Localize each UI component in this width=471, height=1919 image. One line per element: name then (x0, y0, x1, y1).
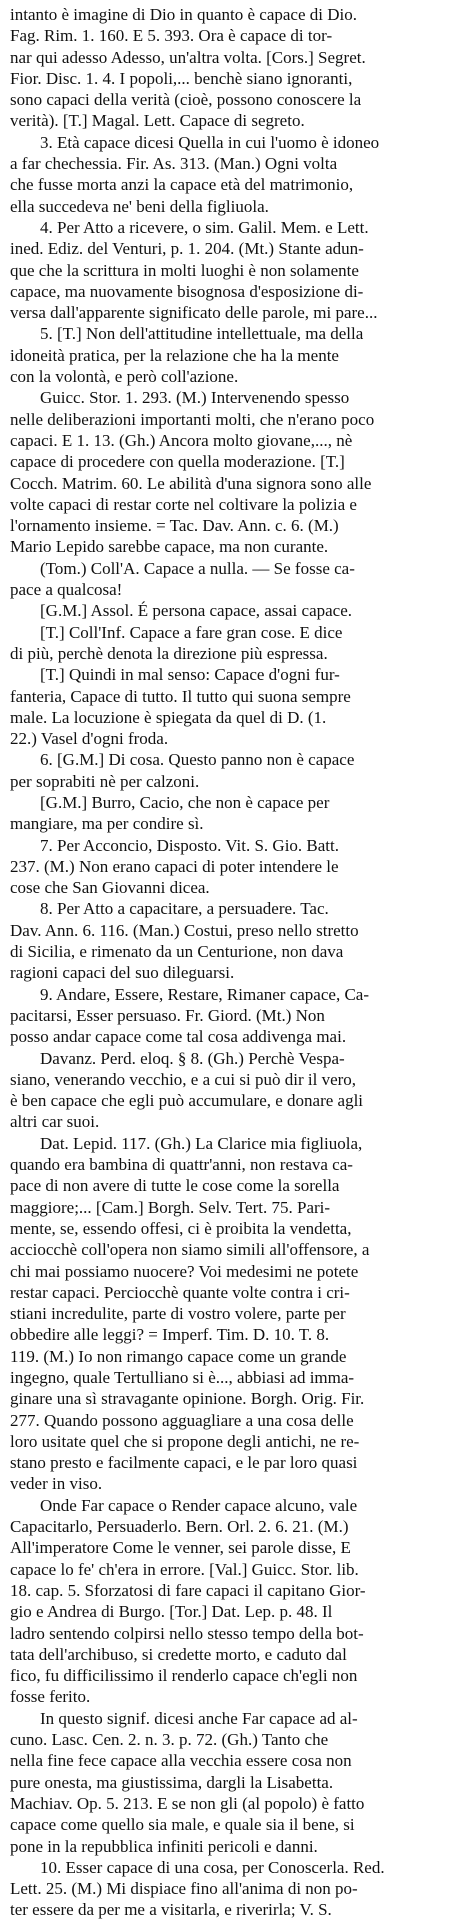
text-line: ter essere da per me a visitarla, e riverirla; V. S. (10, 1900, 332, 1919)
text-line: ingegno, quale Tertulliano si è..., abbiasi ad imma- (10, 1368, 355, 1387)
text-line: restar capaci. Perciocchè quante volte contra i cri- (10, 1282, 350, 1302)
text-line: verità). [T.] Magal. Lett. Capace di segreto. (10, 111, 305, 131)
text-line: Mario Lepido sarebbe capace, ma non curante. (10, 537, 329, 557)
text-line: [T.] Quindi in mal senso: Capace d'ogni fur- (40, 665, 340, 685)
text-line: capace lo fe' ch'era in errore. [Val.] Guicc. Stor. lib. (10, 1559, 359, 1579)
text-line: Lett. 25. (M.) Mi dispiace fino all'anima di non po- (10, 1879, 358, 1899)
text-line: cuno. Lasc. Cen. 2. n. 3. p. 72. (Gh.) Tanto che (10, 1730, 329, 1750)
text-line: che fusse morta anzi la capace età del matrimonio, (10, 175, 354, 195)
text-line: In questo signif. dicesi anche Far capace ad al- (40, 1708, 358, 1728)
text-line: posso andar capace come tal cosa addivenga mai. (10, 1027, 347, 1047)
text-line: [G.M.] Assol. É persona capace, assai capace. (40, 601, 353, 621)
text-line: volte capaci di restar corte nel coltivare la polizia e (10, 494, 357, 514)
text-line: siano, venerando vecchio, e a cui si può dir il vero, (10, 1069, 357, 1089)
text-line: capace come quello sia male, e quale sia il bene, si (10, 1815, 355, 1835)
text-line: Cocch. Matrim. 60. Le abilità d'una signora sono alle (10, 473, 372, 493)
text-line: 10. Esser capace di una cosa, per Conoscerla. Red. (40, 1857, 385, 1877)
text-line: pure onesta, ma giustissima, dargli la Lisabetta. (10, 1772, 334, 1792)
text-line: All'imperatore Come le venner, sei parole disse, E (10, 1538, 351, 1558)
text-line: quando era bambina di quattr'anni, non restava ca- (10, 1155, 353, 1175)
text-line: pace a qualcosa! (10, 580, 123, 600)
text-line: pone in la repubblica infiniti pericoli e danni. (10, 1836, 318, 1856)
text-line: 22.) Vasel d'ogni froda. (10, 729, 169, 749)
text-line: stiani incredulite, parte di vostro volere, parte per (10, 1304, 346, 1324)
text-line: pace di non avere di tutte le cose come la sorella (10, 1176, 340, 1196)
text-line: 3. Età capace dicesi Quella in cui l'uomo è idoneo (40, 132, 380, 152)
text-line: con la volontà, e però coll'azione. (10, 367, 239, 387)
text-line: nella fine fece capace alla vecchia essere cosa non (10, 1751, 352, 1771)
text-line: fanteria, Capace di tutto. Il tutto qui suona sempre (10, 686, 351, 706)
text-line: Fior. Disc. 1. 4. I popoli,... benchè siano ignoranti, (10, 68, 353, 88)
text-line: sono capaci della verità (cioè, possono conoscere la (10, 90, 362, 110)
text-line: que che la scrittura in molti luoghi è non solamente (10, 260, 359, 280)
text-line: intanto è imagine di Dio in quanto è capace di Dio. (10, 5, 357, 24)
text-line: (Tom.) Coll'A. Capace a nulla. — Se fosse ca- (40, 558, 355, 578)
text-line: di più, perchè denota la direzione più espressa. (10, 643, 328, 663)
text-line: 7. Per Acconcio, Disposto. Vit. S. Gio. Batt. (40, 835, 339, 855)
text-line: stano presto e facilmente capaci, e le par loro quasi (10, 1453, 358, 1473)
text-line: nelle deliberazioni importanti molti, che n'erano poco (10, 409, 375, 429)
text-line: Guicc. Stor. 1. 293. (M.) Intervenendo spesso (40, 388, 350, 408)
text-line: 5. [T.] Non dell'attitudine intellettuale, ma della (40, 324, 364, 344)
text-line: Davanz. Perd. eloq. § 8. (Gh.) Perchè Vespa- (40, 1048, 345, 1068)
text-line: fico, fu difficilissimo il renderlo capace ch'egli non (10, 1666, 358, 1686)
text-line: di Sicilia, e rimenato da un Centurione, non dava (10, 942, 344, 962)
text-line: per soprabiti nè per calzoni. (10, 771, 200, 791)
text-line: Machiav. Op. 5. 213. E se non gli (al popolo) è fatto (10, 1793, 365, 1813)
text-line: 237. (M.) Non erano capaci di poter intendere le (10, 856, 339, 876)
text-line: Dat. Lepid. 117. (Gh.) La Clarice mia figliuola, (40, 1133, 363, 1153)
text-line: ginare una sì stravagante opinione. Borgh. Orig. Fir. (10, 1389, 365, 1409)
text-line: obbedire alle leggi? = Imperf. Tim. D. 10. T. 8. (10, 1325, 330, 1345)
text-line: idoneità pratica, per la relazione che ha la mente (10, 345, 339, 365)
text-line: veder in viso. (10, 1474, 103, 1494)
text-line: 18. cap. 5. Sforzatosi di fare capaci il capitano Gior- (10, 1580, 366, 1600)
text-line: a far chechessia. Fir. As. 313. (Man.) Ogni volta (10, 154, 338, 174)
text-line: nar qui adesso Adesso, un'altra volta. [Cors.] Segret. (10, 47, 366, 67)
text-line: 9. Andare, Essere, Restare, Rimaner capace, Ca- (40, 984, 369, 1004)
text-line: 277. Quando possono agguagliare a una cosa delle (10, 1410, 354, 1430)
text-line: ragioni capaci del suo dileguarsi. (10, 963, 235, 983)
text-line: mangiare, ma per condire sì. (10, 814, 204, 834)
text-line: cose che San Giovanni dicea. (10, 878, 210, 898)
text-line: ined. Ediz. del Venturi, p. 1. 204. (Mt.) Stante adun- (10, 239, 364, 259)
text-line: pacitarsi, Esser persuaso. Fr. Giord. (Mt.) Non (10, 1005, 325, 1025)
text-line: maggiore;... [Cam.] Borgh. Selv. Tert. 75. Pari- (10, 1197, 331, 1217)
text-line: versa dall'apparente significato delle parole, mi pare... (10, 303, 378, 323)
text-line: capace, ma nuovamente bisognosa d'esposizione di- (10, 281, 364, 301)
text-line: l'ornamento insieme. = Tac. Dav. Ann. c. 6. (M.) (10, 516, 339, 536)
text-line: Onde Far capace o Render capace alcuno, vale (40, 1495, 358, 1515)
text-line: acciocchè coll'opera non siamo simili all'offensore, a (10, 1240, 370, 1260)
text-line: gio e Andrea di Burgo. [Tor.] Dat. Lep. p. 48. Il (10, 1602, 333, 1622)
text-line: loro usitate quel che si propone degli antichi, ne re- (10, 1431, 360, 1451)
text-line: 119. (M.) Io non rimango capace come un grande (10, 1346, 347, 1366)
text-line: [G.M.] Burro, Cacio, che non è capace per (40, 792, 330, 812)
text-line: capaci. E 1. 13. (Gh.) Ancora molto giovane,..., nè (10, 430, 353, 450)
text-line: ella succedeva ne' beni della figliuola. (10, 196, 269, 216)
text-line: altri car suoi. (10, 1112, 100, 1132)
text-line: ladro sentendo colpirsi nello stesso tempo della bot- (10, 1623, 364, 1643)
text-line: fosse ferito. (10, 1687, 91, 1707)
text-line: 4. Per Atto a ricevere, o sim. Galil. Mem. e Lett. (40, 217, 369, 237)
text-line: Fag. Rim. 1. 160. E 5. 393. Ora è capace di tor- (10, 26, 333, 46)
text-line: Capacitarlo, Persuaderlo. Bern. Orl. 2. 6. 21. (M.) (10, 1517, 349, 1537)
text-line: 8. Per Atto a capacitare, a persuadere. Tac. (40, 899, 329, 919)
text-line: è ben capace che egli può accumulare, e donare agli (10, 1091, 364, 1111)
text-line: tata dell'archibuso, si credette morto, e caduto dal (10, 1644, 347, 1664)
text-line: 6. [G.M.] Di cosa. Questo panno non è capace (40, 750, 355, 770)
text-line: capace di procedere con quella moderazione. [T.] (10, 452, 345, 472)
text-line: mente, se, essendo offesi, ci è proibita la vendetta, (10, 1218, 352, 1238)
text-line: [T.] Coll'Inf. Capace a fare gran cose. E dice (40, 622, 343, 642)
dictionary-text-column (10, 4, 461, 1919)
text-line: chi mai possiamo nuocere? Voi medesimi ne potete (10, 1261, 359, 1281)
text-line: Dav. Ann. 6. 116. (Man.) Costui, preso nello stretto (10, 920, 359, 940)
text-line: male. La locuzione è spiegata da quel di D. (1. (10, 707, 327, 727)
